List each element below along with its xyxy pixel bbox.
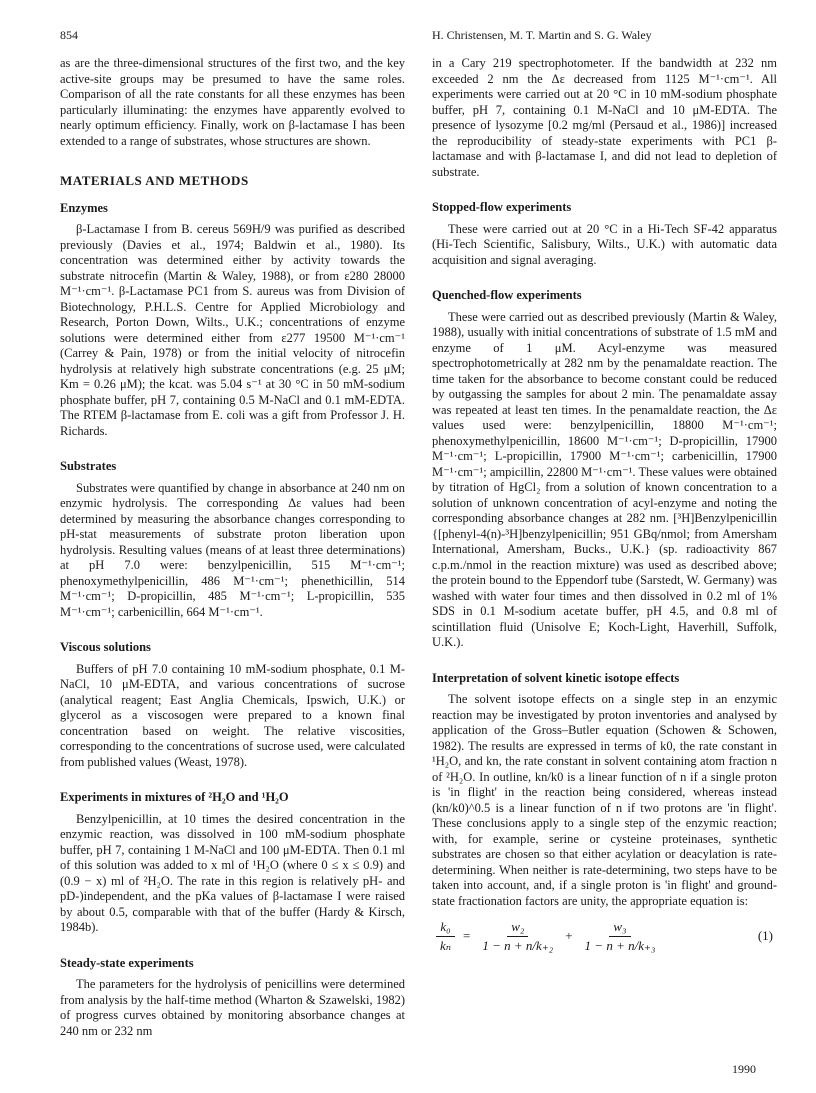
right-column [432, 56, 777, 953]
equation-lhs-numerator: k₀ [436, 919, 454, 937]
steady-state-heading: Steady-state experiments [60, 955, 194, 970]
stopped-flow-paragraph: These were carried out at 20 °C in a Hi-Tech SF-42 apparatus (Hi-Tech Scientific, Salisbury, Wilts., U.K.) with automatic data acquisition and signal averaging. [432, 221, 777, 267]
stopped-flow-heading: Stopped-flow experiments [432, 200, 572, 214]
equation-term-2-denominator: 1 − n + n/k₊₃ [584, 937, 656, 953]
substrates-paragraph: Substrates were quantified by change in absorbance at 240 nm on enzymic hydrolysis. The corresponding Δε values had been determined by measuring the absorbance changes corresponding to pH-stat measurements of substrate proton liberation upon hydrolysis. Resulting values (means of at least three determinations) at pH 7.0 were: benzylpenicillin, 515 M⁻¹·cm⁻¹; phenoxymethylpenicillin, 486 M⁻¹·cm⁻¹; phenethicillin, 514 M⁻¹·cm⁻¹; D-propicillin, 485 M⁻¹·cm⁻¹; L-propicillin, 535 M⁻¹·cm⁻¹; carbenicillin, 664 M⁻¹·cm⁻¹. [60, 480, 405, 619]
enzymes-heading: Enzymes [60, 200, 108, 215]
mixtures-heading: Experiments in mixtures of ²H₂O and ¹H₂O [60, 790, 289, 804]
equation-term-1-numerator: w₂ [507, 919, 528, 937]
viscous-solutions-heading: Viscous solutions [60, 640, 151, 654]
intro-paragraph: as are the three-dimensional structures of the first two, and the key active-site groups may be presumed to have the same roles. Comparison of all the rate constants for all these enzymes has been particularly illuminating: the enzymes have apparently evolved to nearly optimum efficiency. Finally, work on β-lactamase I has been extended to a range of substrates, whose structures are shown. [60, 56, 405, 148]
equation-plus-sign: + [565, 928, 573, 944]
quenched-flow-paragraph: These were carried out as described previously (Martin & Waley, 1988), usually with initial concentrations of substrate of 1.5 mM and enzyme of 1 μM. Acyl-enzyme was measured spectrophotometrically at 282 nm by the penamaldate reaction. The time taken for the absorbance to become constant could be reduced by outgassing the samples for about 2 min. The penamaldate assay was repeated at least ten times. In the penamaldate reaction, the Δε values used were: benzylpenicillin, 18800 M⁻¹·cm⁻¹; phenoxymethylpenicillin, 18600 M⁻¹·cm⁻¹; D-propicillin, 17900 M⁻¹·cm⁻¹; L-propicillin, 17900 M⁻¹·cm⁻¹; carbenicillin, 17900 M⁻¹·cm⁻¹; ampicillin, 22800 M⁻¹·cm⁻¹. These values were obtained by titration of HgCl₂ from a solution of known concentration to a solution of unknown concentration of acyl-enzyme and noting the corresponding absorbance changes at 282 nm. [³H]Benzylpenicillin {[phenyl-4(n)-³H]benzylpenicillin; 951 GBq/nmol; from Amersham International, Amersham, Bucks., U.K.} (sp. radioactivity 867 c.p.m./nmol in the reaction mixture) was used as described above; the protein bound to the Eppendorf tube (Sarstedt, W. Germany) was washed with water four times and then dissolved in 0.2 ml of 1% SDS in 0.1 M-sodium acetate buffer, pH 4.5, and 0.8 ml of scintillation fluid (Unisolve E; Koch-Light, Haverhill, Suffolk, U.K.). [432, 309, 777, 649]
enzymes-paragraph: β-Lactamase I from B. cereus 569H/9 was purified as described previously (Davies et al., 1974; Baldwin et al., 1980). Its concentration was determined either by activity towards the substrate nitrocefin (Martin & Waley, 1988), or from ε280 28000 M⁻¹·cm⁻¹. β-Lactamase PC1 from S. aureus was from Division of Biotechnology, P.H.L.S. Centre for Applied Microbiology and Research, Porton Down, Wilts., U.K.; concentrations of enzyme solutions were determined either from ε277 19500 M⁻¹·cm⁻¹ (Carrey & Pain, 1978) or from the initial velocity of nitrocefin hydrolysis at relatively high substrate concentrations (e.g. 25 μM; Km = 0.26 μM); the kcat. was 5.04 s⁻¹ at 30 °C in 50 mM-sodium phosphate buffer, pH 7, containing 0.5 M-NaCl and 0.1 mM-EDTA. The RTEM β-lactamase from E. coli was a gift from Professor J. H. Richards. [60, 222, 405, 438]
steady-state-paragraph: The parameters for the hydrolysis of penicillins were determined from analysis by the half-time method (Wharton & Szawelski, 1982) of progress curves obtained by monitoring absorbance changes at 240 nm or 232 nm [60, 977, 405, 1038]
equation-1 [432, 919, 777, 953]
steady-state-continued-paragraph: in a Cary 219 spectrophotometer. If the bandwidth at 232 nm exceeded 2 nm the Δε decreased from 1125 M⁻¹·cm⁻¹. All experiments were carried out at 20 °C in 10 mM-sodium phosphate buffer, pH 7, containing 0.1 M-NaCl and 10 μM-EDTA. The presence of lysozyme [0.2 mg/ml (Persaud et al., 1986)] increased the reproducibility of steady-state experiments with PC1 β-lactamase and with β-lactamase I, and did not lead to depletion of substrate. [432, 56, 777, 179]
quenched-flow-heading: Quenched-flow experiments [432, 288, 582, 302]
equation-term-1-fraction [478, 919, 557, 953]
left-column [60, 56, 405, 1039]
page-number: 854 [60, 28, 78, 42]
substrates-heading: Substrates [60, 459, 117, 473]
mixtures-paragraph: Benzylpenicillin, at 10 times the desired concentration in the enzymic reaction, was dissolved in 100 mM-sodium phosphate buffer, pH 7, containing 1 M-NaCl and 100 μM-EDTA. Then 0.1 ml of this solution was added to x ml of ¹H₂O (where 0 ≤ x ≤ 0.9) and (0.9 − x) ml of ²H₂O. The rate in this region is relatively pH- and pD-)independent, and the pKa values of β-lactamase I were raised by about 0.5, comparable with that of the buffer (Hardy & Kirsch, 1984b). [60, 811, 405, 934]
equation-lhs-denominator: kₙ [440, 937, 452, 953]
materials-methods-heading: MATERIALS AND METHODS [60, 173, 249, 188]
equation-equals-sign: = [463, 928, 471, 944]
running-header-authors: H. Christensen, M. T. Martin and S. G. Waley [432, 28, 652, 42]
footer-year: 1990 [732, 1062, 756, 1076]
equation-number: (1) [757, 928, 773, 944]
equation-lhs-fraction [436, 919, 455, 953]
viscous-solutions-paragraph: Buffers of pH 7.0 containing 10 mM-sodium phosphate, 0.1 M-NaCl, 10 μM-EDTA, and various concentrations of sucrose (analytical reagent; East Anglia Chemicals, Ipswich, U.K.) or glycerol as a viscosogen were prepared to a known final concentration based on weight. The relative viscosities, corresponding to the concentrations of sucrose used, were calculated from published values (Weast, 1978). [60, 661, 405, 769]
isotope-effects-paragraph: The solvent isotope effects on a single step in an enzymic reaction may be investigated by proton inventories and analysed by application of the Gross–Butler equation (Schowen & Schowen, 1982). The results are expressed in terms of k0, the rate constant in ¹H₂O, and kn, the rate constant in solvent containing atom fraction n of ²H₂O. In outline, kn/k0 is a linear function of n if a single proton is 'in flight' in the reaction being considered, whereas instead (kn/k0)^0.5 is a linear function of n if two protons are 'in flight'. These conclusions apply to a single step of the enzymic reaction; with, for example, serine or cysteine proteinases, synthetic substrates are chosen so that either acylation or deacylation is rate-determining. When neither is rate-determining, two steps have to be taken into account, and, if a single proton is 'in flight' and ground-state fractionation factors are unity, the appropriate equation is: [432, 692, 777, 908]
equation-term-1-denominator: 1 − n + n/k₊₂ [482, 937, 554, 953]
isotope-effects-heading: Interpretation of solvent kinetic isotope effects [432, 670, 680, 685]
equation-term-2-numerator: w₃ [609, 919, 630, 937]
equation-term-2-fraction [581, 919, 660, 953]
